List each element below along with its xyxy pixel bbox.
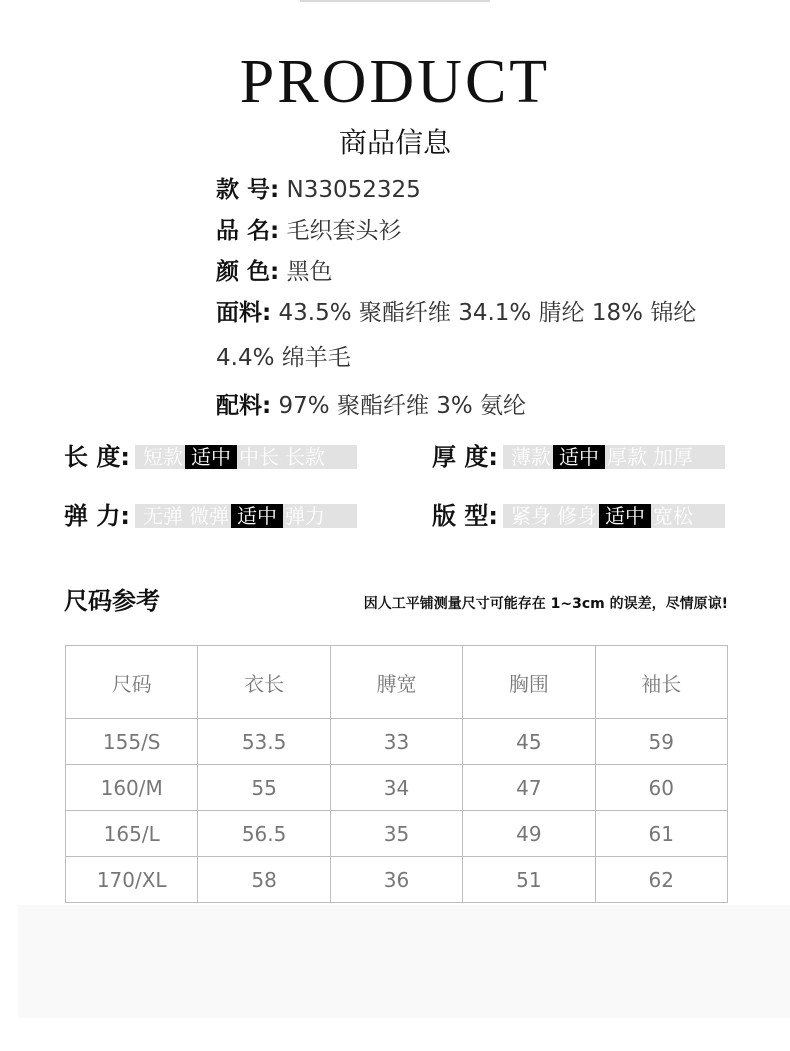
info-name-value: 毛织套头衫 <box>286 218 402 244</box>
table-cell: 165/L <box>66 811 198 857</box>
attr-length-label: 长 度: <box>64 443 130 471</box>
attr-thickness-scale <box>503 445 725 469</box>
attr-length-option: 中长 <box>239 445 279 469</box>
info-fabric-value: 43.5% 聚酯纤维 34.1% 腈纶 18% 锦纶 <box>278 300 697 326</box>
attr-length-scale <box>135 445 357 469</box>
info-style-no-value: N33052325 <box>286 177 421 203</box>
table-cell: 58 <box>198 857 330 903</box>
info-fabric-label: 面料: <box>216 300 272 326</box>
info-color <box>216 255 333 289</box>
table-cell: 49 <box>463 811 595 857</box>
table-cell: 60 <box>595 765 727 811</box>
info-name <box>216 214 402 248</box>
info-color-value: 黑色 <box>286 259 333 285</box>
attr-thickness-option: 加厚 <box>653 445 693 469</box>
info-lining-label: 配料: <box>216 393 272 419</box>
attr-elasticity-option-selected: 适中 <box>231 504 283 528</box>
table-row <box>66 719 728 765</box>
attr-fit-option: 紧身 <box>511 504 551 528</box>
attr-fit-option: 修身 <box>557 504 597 528</box>
attr-thickness-option: 薄款 <box>511 445 551 469</box>
attr-length-option: 长款 <box>285 445 325 469</box>
table-cell: 56.5 <box>198 811 330 857</box>
attr-elasticity-option: 微弹 <box>189 504 229 528</box>
attr-fit-scale <box>503 504 725 528</box>
info-fabric <box>216 296 696 330</box>
page-title: PRODUCT <box>239 48 551 116</box>
attr-elasticity-label: 弹 力: <box>64 502 130 530</box>
table-cell: 53.5 <box>198 719 330 765</box>
attr-length-option-selected: 适中 <box>185 445 237 469</box>
header-cell: 衣长 <box>198 646 330 719</box>
table-row <box>66 811 728 857</box>
info-style-no-label: 款 号: <box>216 177 280 203</box>
attr-elasticity-scale <box>135 504 357 528</box>
info-style-no <box>216 173 421 207</box>
table-cell: 160/M <box>66 765 198 811</box>
header-cell: 胸围 <box>463 646 595 719</box>
table-cell: 61 <box>595 811 727 857</box>
attr-length-option: 短款 <box>143 445 183 469</box>
page-subtitle: 商品信息 <box>338 126 451 159</box>
table-cell: 62 <box>595 857 727 903</box>
table-cell: 55 <box>198 765 330 811</box>
info-fabric-continued <box>216 341 351 375</box>
table-cell: 33 <box>330 719 462 765</box>
info-name-label: 品 名: <box>216 218 280 244</box>
table-cell: 35 <box>330 811 462 857</box>
attr-thickness-label: 厚 度: <box>432 443 498 471</box>
top-divider <box>300 0 490 2</box>
table-row <box>66 765 728 811</box>
table-row <box>66 857 728 903</box>
info-color-label: 颜 色: <box>216 259 280 285</box>
table-cell: 155/S <box>66 719 198 765</box>
size-table-header-row <box>66 646 728 719</box>
attr-thickness-option: 厚款 <box>607 445 647 469</box>
table-cell: 36 <box>330 857 462 903</box>
size-table <box>65 645 728 903</box>
table-cell: 34 <box>330 765 462 811</box>
header-cell: 膊宽 <box>330 646 462 719</box>
attr-elasticity-option: 弹力 <box>285 504 325 528</box>
attr-fit-label: 版 型: <box>432 502 498 530</box>
info-lining-value: 97% 聚酯纤维 3% 氨纶 <box>278 393 527 419</box>
table-cell: 59 <box>595 719 727 765</box>
attr-fit-option: 宽松 <box>653 504 693 528</box>
attr-elasticity-option: 无弹 <box>143 504 183 528</box>
table-cell: 51 <box>463 857 595 903</box>
table-cell: 170/XL <box>66 857 198 903</box>
size-chart-note: 因人工平铺测量尺寸可能存在 1~3cm 的误差，尽情原谅! <box>363 596 728 612</box>
attr-thickness-option-selected: 适中 <box>553 445 605 469</box>
size-chart-heading: 尺码参考 <box>64 587 160 615</box>
table-cell: 47 <box>463 765 595 811</box>
info-lining <box>216 389 526 423</box>
bottom-panel <box>18 905 790 1018</box>
header-cell: 袖长 <box>595 646 727 719</box>
table-cell: 45 <box>463 719 595 765</box>
attr-fit-option-selected: 适中 <box>599 504 651 528</box>
info-fabric-value-cont: 4.4% 绵羊毛 <box>216 345 351 371</box>
header-cell: 尺码 <box>66 646 198 719</box>
